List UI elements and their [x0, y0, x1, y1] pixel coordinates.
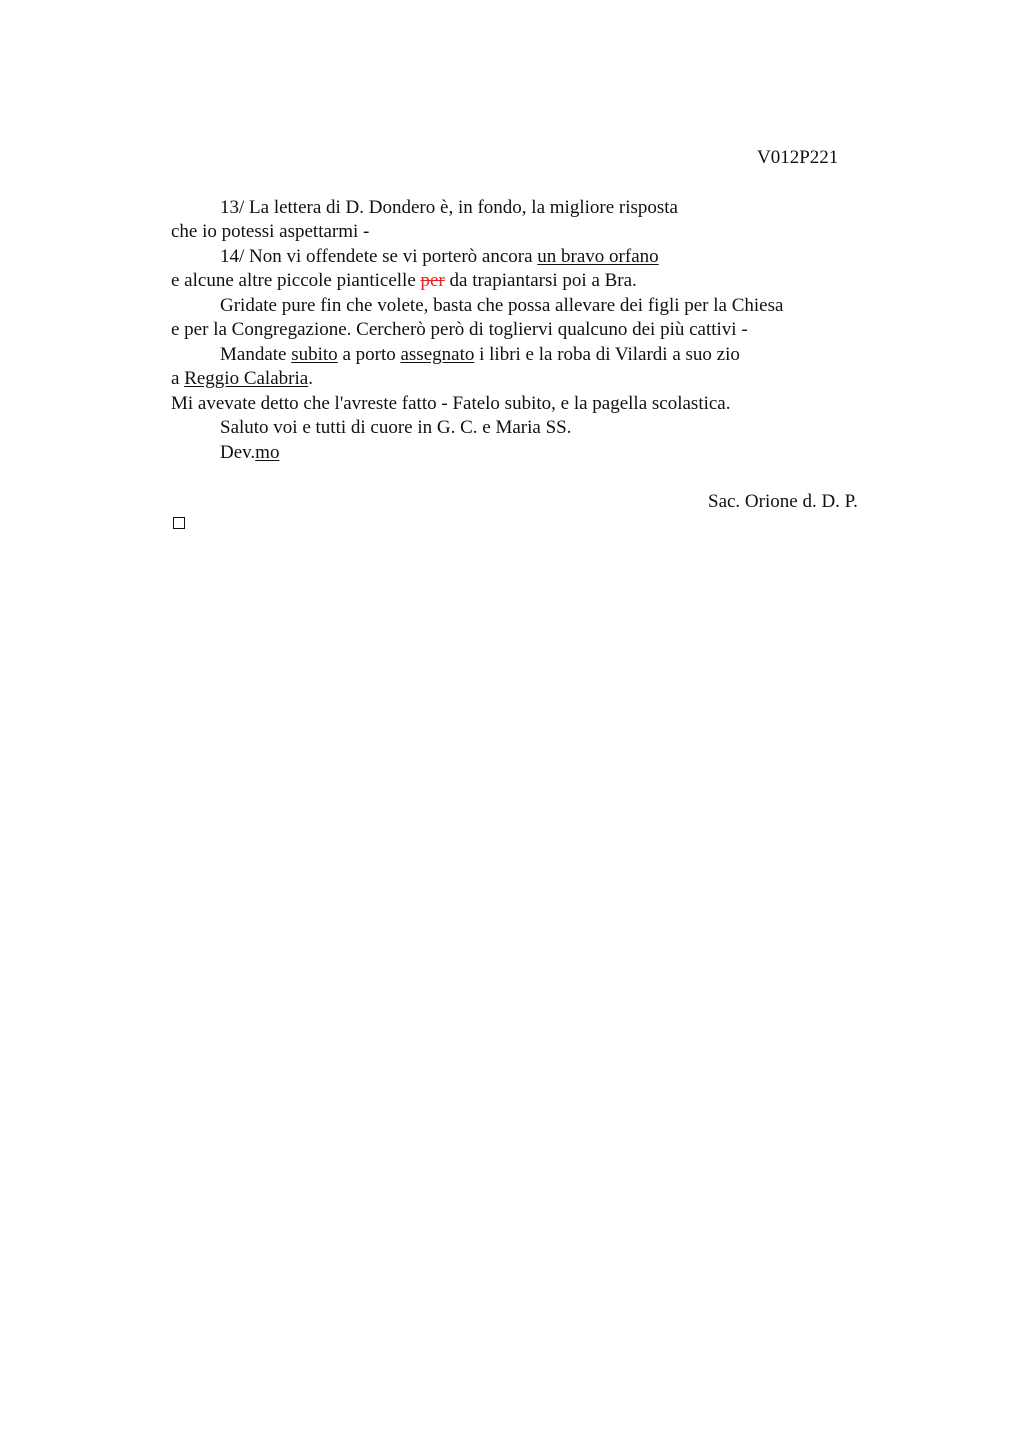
mandate-text-b: a porto [337, 344, 401, 365]
paragraph-13-line-1: 13/ La lettera di D. Dondero è, in fondo, la migliore risposta [220, 197, 678, 218]
mandate-text-d: a [171, 368, 185, 389]
mandate-line-2 [171, 368, 313, 390]
paragraph-14-text-b: da trapiantarsi poi a Bra. [444, 270, 637, 291]
signature: Sac. Orione d. D. P. [708, 491, 858, 512]
struck-out-word: per [420, 270, 445, 291]
avevate-line: Mi avevate detto che l'avreste fatto - Fatelo subito, e la pagella scolastica. [171, 393, 731, 414]
underlined-orphan-phrase: un bravo orfano [537, 246, 659, 267]
mandate-line-1 [220, 344, 740, 366]
paragraph-14-text: 14/ Non vi offendete se vi porterò ancora [220, 246, 538, 267]
underlined-reggio-calabria: Reggio Calabria [184, 368, 309, 389]
underlined-assegnato: assegnato [400, 344, 475, 365]
paragraph-14-line-2 [171, 270, 637, 292]
paragraph-14-text-a: e alcune altre piccole pianticelle [171, 270, 421, 291]
gridate-line-1: Gridate pure fin che volete, basta che possa allevare dei figli per la Chiesa [220, 295, 784, 316]
paragraph-13-line-2: che io potessi aspettarmi - [171, 221, 370, 242]
gridate-line-2: e per la Congregazione. Cercherò però di togliervi qualcuno dei più cattivi - [171, 319, 748, 340]
mandate-text-c: i libri e la roba di Vilardi a suo zio [474, 344, 740, 365]
square-box-icon [173, 517, 185, 529]
closing-prefix: Dev. [220, 442, 256, 463]
reference-code: V012P221 [757, 147, 839, 168]
underlined-subito: subito [291, 344, 338, 365]
closing-suffix-underlined: mo [255, 442, 280, 463]
paragraph-14-line-1 [220, 246, 659, 268]
mandate-text-e: . [308, 368, 313, 389]
saluto-line: Saluto voi e tutti di cuore in G. C. e Maria SS. [220, 417, 572, 438]
closing-line [220, 442, 279, 464]
mandate-text-a: Mandate [220, 344, 292, 365]
